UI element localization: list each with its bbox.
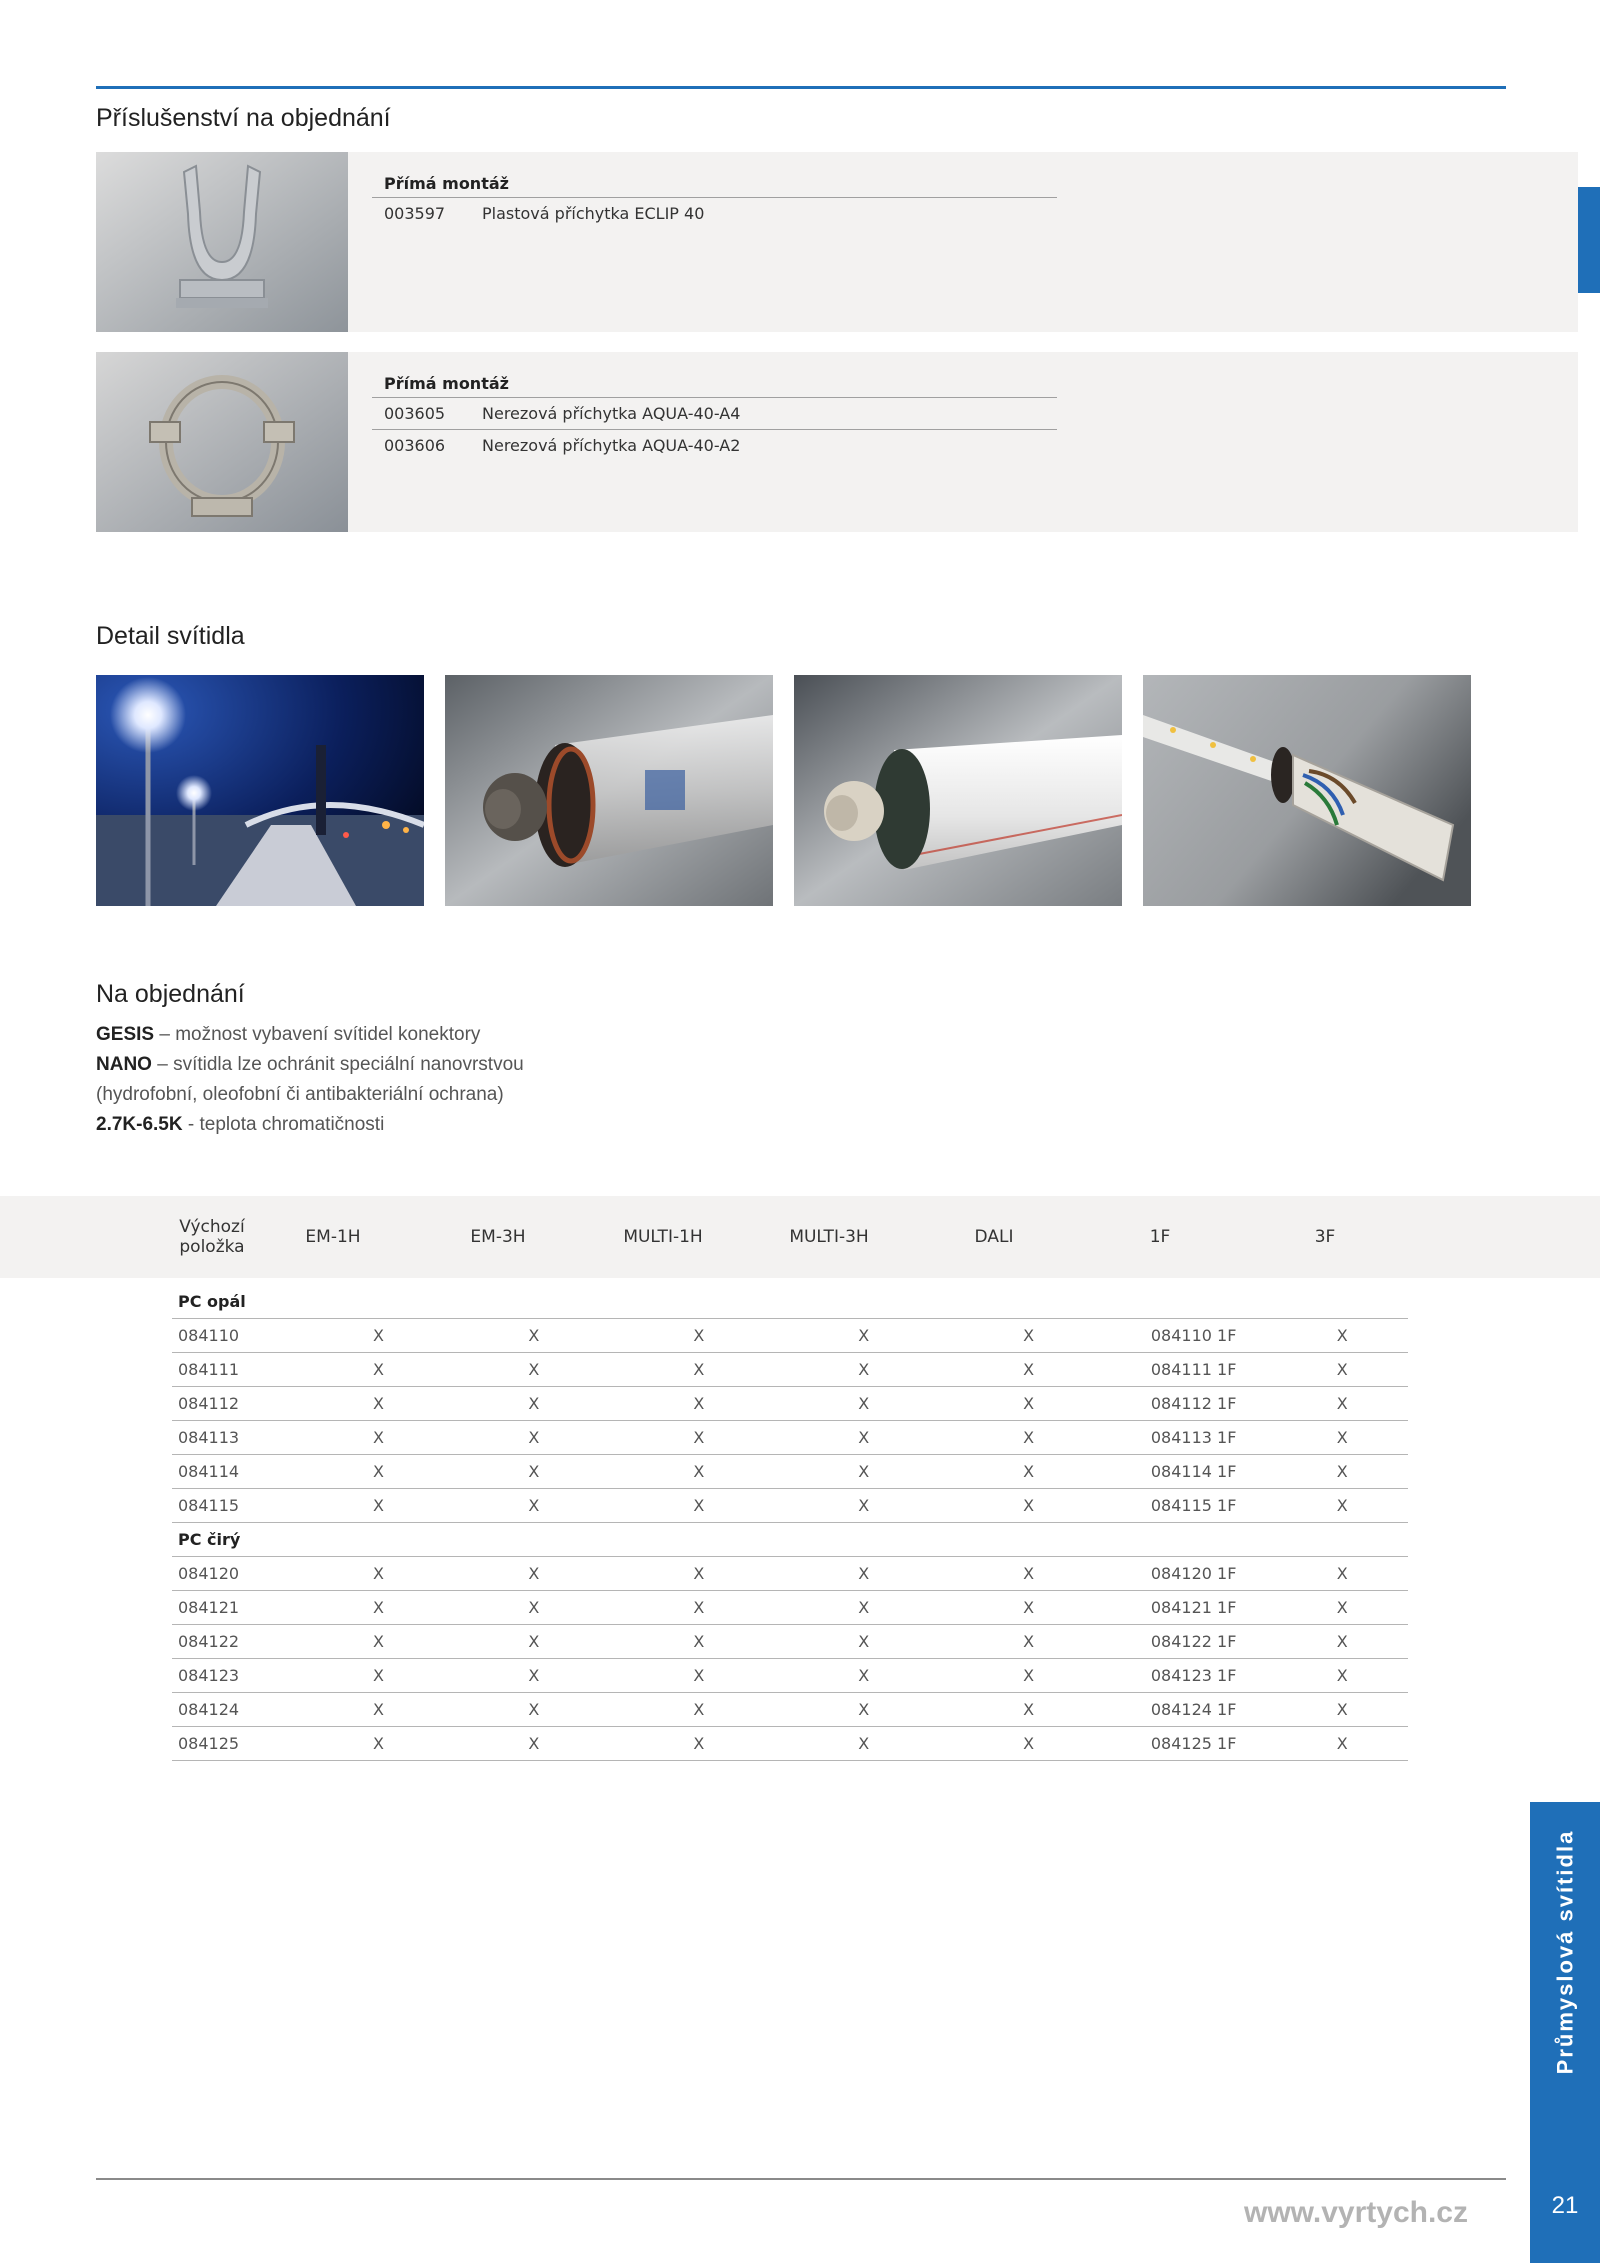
table-cell: X bbox=[451, 1659, 616, 1693]
item-code-cell: 084112 bbox=[172, 1387, 306, 1421]
table-cell: X bbox=[617, 1625, 781, 1659]
table-cell: X bbox=[781, 1489, 946, 1523]
column-header: EM-3H bbox=[470, 1227, 526, 1247]
order-info-line: NANO – svítidla lze ochránit speciální nanovrstvou bbox=[96, 1054, 524, 1075]
footer-url: www.vyrtych.cz bbox=[1244, 2196, 1468, 2229]
item-code-cell: 084115 bbox=[172, 1489, 306, 1523]
table-cell: X bbox=[781, 1591, 946, 1625]
table-cell: X bbox=[617, 1353, 781, 1387]
item-code-cell: 084125 bbox=[172, 1727, 306, 1761]
accessory-table bbox=[372, 170, 1057, 229]
table-cell: X bbox=[451, 1421, 616, 1455]
column-header: 3F bbox=[1314, 1227, 1336, 1247]
table-cell: X bbox=[306, 1489, 451, 1523]
table-cell: X bbox=[946, 1591, 1110, 1625]
table-row bbox=[172, 1591, 1408, 1625]
table-cell: X bbox=[781, 1353, 946, 1387]
table-row bbox=[172, 1693, 1408, 1727]
table-cell: X bbox=[946, 1693, 1110, 1727]
table-cell: X bbox=[306, 1625, 451, 1659]
order-info-title: Na objednání bbox=[96, 980, 245, 1008]
night-bridge-photo bbox=[96, 675, 424, 906]
table-row bbox=[172, 1659, 1408, 1693]
table-cell: X bbox=[306, 1693, 451, 1727]
table-cell: X bbox=[1276, 1659, 1408, 1693]
table-cell: X bbox=[1276, 1319, 1408, 1353]
column-header: DALI bbox=[974, 1227, 1014, 1247]
table-cell: X bbox=[781, 1319, 946, 1353]
group-label: PC opál bbox=[172, 1285, 1408, 1319]
table-cell: 084115 1F bbox=[1111, 1489, 1277, 1523]
table-cell: X bbox=[451, 1489, 616, 1523]
order-info-line: (hydrofobní, oleofobní či antibakteriální ochrana) bbox=[96, 1084, 504, 1105]
table-cell: X bbox=[1276, 1557, 1408, 1591]
table-cell: X bbox=[617, 1387, 781, 1421]
table-row bbox=[172, 1319, 1408, 1353]
column-header: MULTI-1H bbox=[623, 1227, 703, 1247]
table-cell: X bbox=[306, 1421, 451, 1455]
item-code-cell: 084120 bbox=[172, 1557, 306, 1591]
accessory-name: Nerezová příchytka AQUA-40-A4 bbox=[482, 404, 741, 423]
table-cell: X bbox=[306, 1353, 451, 1387]
table-cell: 084112 1F bbox=[1111, 1387, 1277, 1421]
detail-title: Detail svítidla bbox=[96, 622, 245, 650]
tube-end-cap-photo bbox=[445, 675, 773, 906]
table-cell: X bbox=[617, 1591, 781, 1625]
table-cell: 084111 1F bbox=[1111, 1353, 1277, 1387]
tube-white-cap-photo bbox=[794, 675, 1122, 906]
table-cell: X bbox=[781, 1421, 946, 1455]
table-cell: X bbox=[1276, 1727, 1408, 1761]
table-cell: X bbox=[451, 1557, 616, 1591]
table-cell: X bbox=[946, 1557, 1110, 1591]
table-cell: X bbox=[946, 1625, 1110, 1659]
item-code-cell: 084121 bbox=[172, 1591, 306, 1625]
table-cell: X bbox=[617, 1319, 781, 1353]
item-code-cell: 084110 bbox=[172, 1319, 306, 1353]
stainless-ring-clamp-image bbox=[96, 352, 348, 532]
table-cell: X bbox=[781, 1625, 946, 1659]
top-rule bbox=[96, 86, 1506, 89]
accessory-box bbox=[96, 152, 1578, 332]
table-cell: X bbox=[451, 1353, 616, 1387]
accessory-name: Nerezová příchytka AQUA-40-A2 bbox=[470, 430, 1057, 462]
accessories-title: Příslušenství na objednání bbox=[96, 104, 391, 132]
table-cell: 084125 1F bbox=[1111, 1727, 1277, 1761]
table-cell: X bbox=[451, 1625, 616, 1659]
table-cell: X bbox=[617, 1659, 781, 1693]
accessory-code: 003605 bbox=[384, 404, 446, 423]
item-code-cell: 084114 bbox=[172, 1455, 306, 1489]
table-cell: 084123 1F bbox=[1111, 1659, 1277, 1693]
order-table bbox=[172, 1285, 1408, 1761]
table-cell: X bbox=[781, 1455, 946, 1489]
table-cell: X bbox=[1276, 1489, 1408, 1523]
table-cell: X bbox=[781, 1387, 946, 1421]
table-cell: X bbox=[451, 1387, 616, 1421]
table-cell: X bbox=[451, 1319, 616, 1353]
table-cell: X bbox=[1276, 1591, 1408, 1625]
table-cell: 084113 1F bbox=[1111, 1421, 1277, 1455]
table-cell: 084120 1F bbox=[1111, 1557, 1277, 1591]
accessory-code: 003597 bbox=[384, 204, 446, 223]
column-header: 1F bbox=[1149, 1227, 1171, 1247]
table-cell: X bbox=[1276, 1625, 1408, 1659]
table-cell: X bbox=[306, 1659, 451, 1693]
page-number: 21 bbox=[1551, 2192, 1579, 2219]
accessory-code: 003606 bbox=[372, 430, 470, 462]
table-cell: X bbox=[617, 1489, 781, 1523]
bottom-rule bbox=[96, 2178, 1506, 2180]
table-cell: 084124 1F bbox=[1111, 1693, 1277, 1727]
table-cell: 084121 1F bbox=[1111, 1591, 1277, 1625]
table-cell: X bbox=[451, 1727, 616, 1761]
column-header: MULTI-3H bbox=[789, 1227, 869, 1247]
table-row bbox=[172, 1387, 1408, 1421]
order-info-text bbox=[96, 1020, 524, 1140]
led-strip-connector-photo bbox=[1143, 675, 1471, 906]
table-cell: 084122 1F bbox=[1111, 1625, 1277, 1659]
table-row bbox=[172, 1557, 1408, 1591]
table-cell: X bbox=[946, 1353, 1110, 1387]
order-info-line: 2.7K-6.5K - teplota chromatičnosti bbox=[96, 1114, 385, 1135]
accessory-heading: Přímá montáž bbox=[372, 170, 1057, 198]
table-cell: X bbox=[306, 1387, 451, 1421]
item-code-cell: 084124 bbox=[172, 1693, 306, 1727]
accessory-name: Plastová příchytka ECLIP 40 bbox=[482, 204, 705, 223]
table-cell: X bbox=[617, 1693, 781, 1727]
table-group-row bbox=[172, 1523, 1408, 1557]
table-row bbox=[172, 1421, 1408, 1455]
table-cell: X bbox=[1276, 1693, 1408, 1727]
column-header-default-item: Výchozí položka bbox=[179, 1217, 245, 1257]
table-cell: X bbox=[306, 1455, 451, 1489]
table-cell: X bbox=[617, 1727, 781, 1761]
accessory-heading: Přímá montáž bbox=[372, 370, 1057, 398]
table-cell: X bbox=[306, 1727, 451, 1761]
table-cell: X bbox=[617, 1421, 781, 1455]
table-cell: X bbox=[946, 1659, 1110, 1693]
table-row bbox=[172, 1727, 1408, 1761]
table-cell: X bbox=[946, 1319, 1110, 1353]
table-cell: X bbox=[781, 1693, 946, 1727]
item-code-cell: 084111 bbox=[172, 1353, 306, 1387]
table-cell: X bbox=[946, 1421, 1110, 1455]
table-cell: X bbox=[946, 1489, 1110, 1523]
table-row bbox=[172, 1489, 1408, 1523]
table-cell: X bbox=[451, 1591, 616, 1625]
table-cell: X bbox=[946, 1455, 1110, 1489]
group-label: PC čirý bbox=[172, 1523, 1408, 1557]
order-info-line: GESIS – možnost vybavení svítidel konektory bbox=[96, 1024, 481, 1045]
table-group-row bbox=[172, 1285, 1408, 1319]
table-cell: X bbox=[617, 1455, 781, 1489]
table-cell: X bbox=[781, 1659, 946, 1693]
item-code-cell: 084123 bbox=[172, 1659, 306, 1693]
table-cell: X bbox=[1276, 1455, 1408, 1489]
table-row bbox=[172, 1625, 1408, 1659]
side-tab-label: Průmyslová svítidla bbox=[1552, 1829, 1577, 2075]
accessory-box bbox=[96, 352, 1578, 532]
table-cell: X bbox=[306, 1591, 451, 1625]
item-code-cell: 084122 bbox=[172, 1625, 306, 1659]
table-cell: X bbox=[451, 1455, 616, 1489]
table-cell: X bbox=[1276, 1353, 1408, 1387]
item-code-cell: 084113 bbox=[172, 1421, 306, 1455]
table-cell: X bbox=[617, 1557, 781, 1591]
table-cell: X bbox=[781, 1727, 946, 1761]
accessory-table bbox=[372, 370, 1057, 461]
table-cell: X bbox=[306, 1557, 451, 1591]
table-cell: X bbox=[946, 1387, 1110, 1421]
column-header: EM-1H bbox=[305, 1227, 361, 1247]
plastic-pipe-clip-image bbox=[96, 152, 348, 332]
table-row bbox=[172, 1353, 1408, 1387]
table-cell: 084110 1F bbox=[1111, 1319, 1277, 1353]
table-cell: X bbox=[306, 1319, 451, 1353]
table-cell: X bbox=[946, 1727, 1110, 1761]
table-cell: X bbox=[781, 1557, 946, 1591]
table-cell: X bbox=[1276, 1421, 1408, 1455]
table-cell: X bbox=[1276, 1387, 1408, 1421]
table-row bbox=[172, 1455, 1408, 1489]
table-cell: X bbox=[451, 1693, 616, 1727]
table-cell: 084114 1F bbox=[1111, 1455, 1277, 1489]
